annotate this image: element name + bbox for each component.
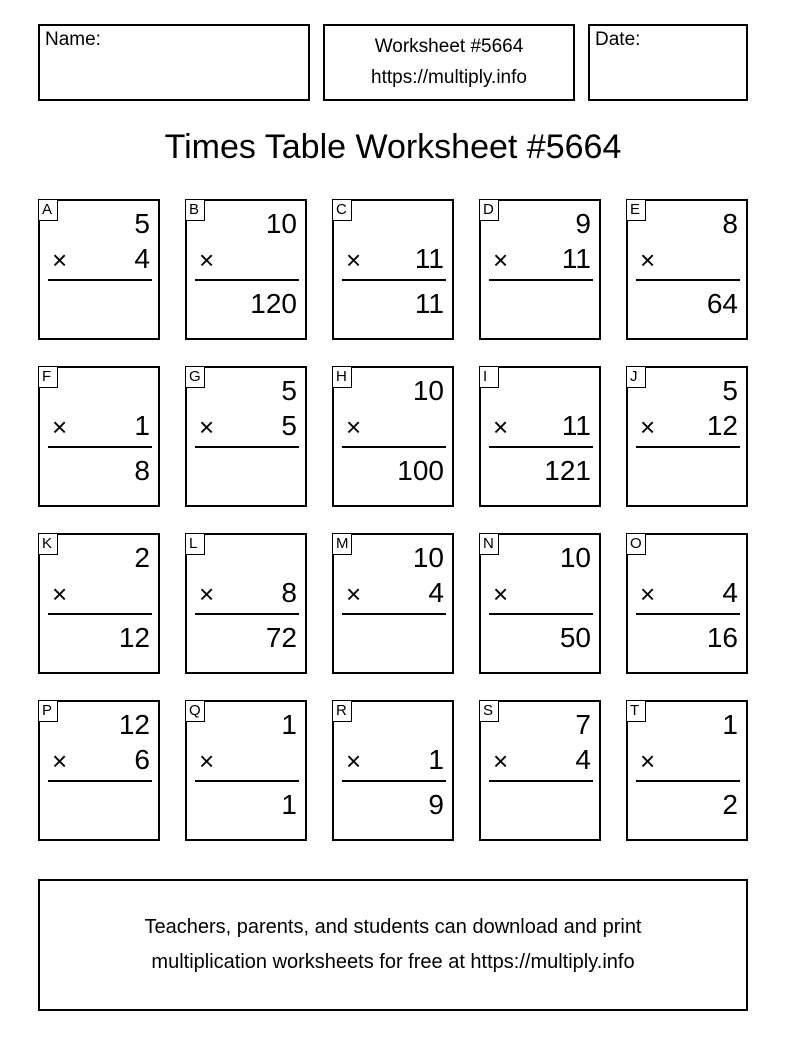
problem-letter: C [332, 199, 352, 221]
answer-line [195, 780, 299, 782]
answer-line [342, 780, 446, 782]
bottom-number: 8 [281, 577, 297, 608]
problem-letter: B [185, 199, 205, 221]
problem-letter: Q [185, 700, 205, 722]
top-number: 12 [118, 709, 150, 740]
times-sign: × [640, 245, 656, 275]
answer-line [195, 279, 299, 281]
problem-cell[interactable] [332, 199, 454, 340]
problem-cell[interactable] [185, 533, 307, 674]
times-sign: × [640, 579, 656, 609]
bottom-number: 12 [706, 410, 738, 441]
times-sign: × [493, 746, 509, 776]
answer-line [489, 446, 593, 448]
problem-cell[interactable] [626, 700, 748, 841]
problem-cell[interactable] [479, 199, 601, 340]
problem-cell[interactable] [626, 199, 748, 340]
problem-letter: F [38, 366, 58, 388]
problem-cell[interactable] [185, 700, 307, 841]
date-label: Date: [595, 29, 641, 50]
answer-value: 16 [706, 622, 738, 653]
problem-cell[interactable] [626, 366, 748, 507]
worksheet-url: https://multiply.info [371, 67, 527, 88]
bottom-number: 4 [134, 243, 150, 274]
problem-letter: M [332, 533, 352, 555]
answer-line [636, 613, 740, 615]
answer-line [489, 279, 593, 281]
problem-letter: T [626, 700, 646, 722]
top-number: 1 [281, 709, 297, 740]
problem-cell[interactable] [332, 700, 454, 841]
top-number: 10 [265, 208, 297, 239]
top-number: 9 [575, 208, 591, 239]
worksheet-number: Worksheet #5664 [374, 36, 524, 57]
times-sign: × [52, 412, 68, 442]
times-sign: × [199, 412, 215, 442]
problem-cell[interactable] [38, 199, 160, 340]
times-sign: × [199, 746, 215, 776]
answer-value: 9 [428, 789, 444, 820]
times-sign: × [199, 245, 215, 275]
answer-value: 12 [118, 622, 150, 653]
times-sign: × [346, 746, 362, 776]
answer-value: 64 [706, 288, 738, 319]
problem-letter: R [332, 700, 352, 722]
footer-line-2: multiplication worksheets for free at https://multiply.info [151, 951, 635, 973]
times-sign: × [493, 245, 509, 275]
answer-line [195, 613, 299, 615]
problem-cell[interactable] [479, 533, 601, 674]
top-number: 8 [722, 208, 738, 239]
problem-cell[interactable] [185, 366, 307, 507]
problem-cell[interactable] [626, 533, 748, 674]
problem-letter: E [626, 199, 646, 221]
answer-line [636, 279, 740, 281]
answer-line [48, 446, 152, 448]
bottom-number: 4 [428, 577, 444, 608]
answer-line [636, 446, 740, 448]
times-sign: × [640, 746, 656, 776]
answer-line [48, 279, 152, 281]
times-sign: × [52, 579, 68, 609]
answer-value: 100 [397, 455, 444, 486]
answer-line [636, 780, 740, 782]
times-sign: × [52, 746, 68, 776]
times-sign: × [199, 579, 215, 609]
problem-cell[interactable] [332, 533, 454, 674]
answer-value: 2 [722, 789, 738, 820]
answer-line [342, 446, 446, 448]
answer-line [489, 613, 593, 615]
footer-box [38, 879, 748, 1011]
top-number: 5 [722, 375, 738, 406]
answer-line [195, 446, 299, 448]
problem-letter: H [332, 366, 352, 388]
answer-line [342, 279, 446, 281]
top-number: 10 [559, 542, 591, 573]
problem-letter: N [479, 533, 499, 555]
problem-letter: D [479, 199, 499, 221]
bottom-number: 5 [281, 410, 297, 441]
footer-line-1: Teachers, parents, and students can download and print [144, 916, 642, 938]
problem-cell[interactable] [332, 366, 454, 507]
bottom-number: 1 [134, 410, 150, 441]
times-sign: × [52, 245, 68, 275]
answer-line [48, 780, 152, 782]
top-number: 5 [281, 375, 297, 406]
answer-value: 72 [265, 622, 297, 653]
top-number: 10 [412, 542, 444, 573]
answer-value: 120 [250, 288, 297, 319]
problem-letter: A [38, 199, 58, 221]
times-sign: × [493, 579, 509, 609]
top-number: 1 [722, 709, 738, 740]
top-number: 5 [134, 208, 150, 239]
bottom-number: 1 [428, 744, 444, 775]
times-sign: × [346, 412, 362, 442]
answer-value: 11 [414, 288, 444, 319]
bottom-number: 11 [561, 243, 591, 274]
top-number: 2 [134, 542, 150, 573]
problem-cell[interactable] [38, 366, 160, 507]
bottom-number: 6 [134, 744, 150, 775]
name-label: Name: [45, 29, 101, 50]
bottom-number: 11 [414, 243, 444, 274]
problem-cell[interactable] [38, 700, 160, 841]
bottom-number: 4 [575, 744, 591, 775]
times-sign: × [640, 412, 656, 442]
answer-line [489, 780, 593, 782]
times-sign: × [346, 579, 362, 609]
answer-value: 50 [559, 622, 591, 653]
problem-letter: I [479, 366, 499, 388]
page-title: Times Table Worksheet #5664 [164, 128, 622, 166]
problem-cell[interactable] [185, 199, 307, 340]
problem-letter: K [38, 533, 58, 555]
problem-letter: L [185, 533, 205, 555]
bottom-number: 11 [561, 410, 591, 441]
problem-letter: S [479, 700, 499, 722]
top-number: 7 [575, 709, 591, 740]
times-sign: × [493, 412, 509, 442]
answer-line [342, 613, 446, 615]
answer-value: 8 [134, 455, 150, 486]
answer-line [48, 613, 152, 615]
problem-letter: J [626, 366, 646, 388]
problem-cell[interactable] [38, 533, 160, 674]
answer-value: 1 [281, 789, 297, 820]
bottom-number: 4 [722, 577, 738, 608]
problem-letter: P [38, 700, 58, 722]
times-sign: × [346, 245, 362, 275]
answer-value: 121 [544, 455, 591, 486]
problem-cell[interactable] [479, 700, 601, 841]
problem-cell[interactable] [479, 366, 601, 507]
problem-letter: G [185, 366, 205, 388]
problem-letter: O [626, 533, 646, 555]
top-number: 10 [412, 375, 444, 406]
